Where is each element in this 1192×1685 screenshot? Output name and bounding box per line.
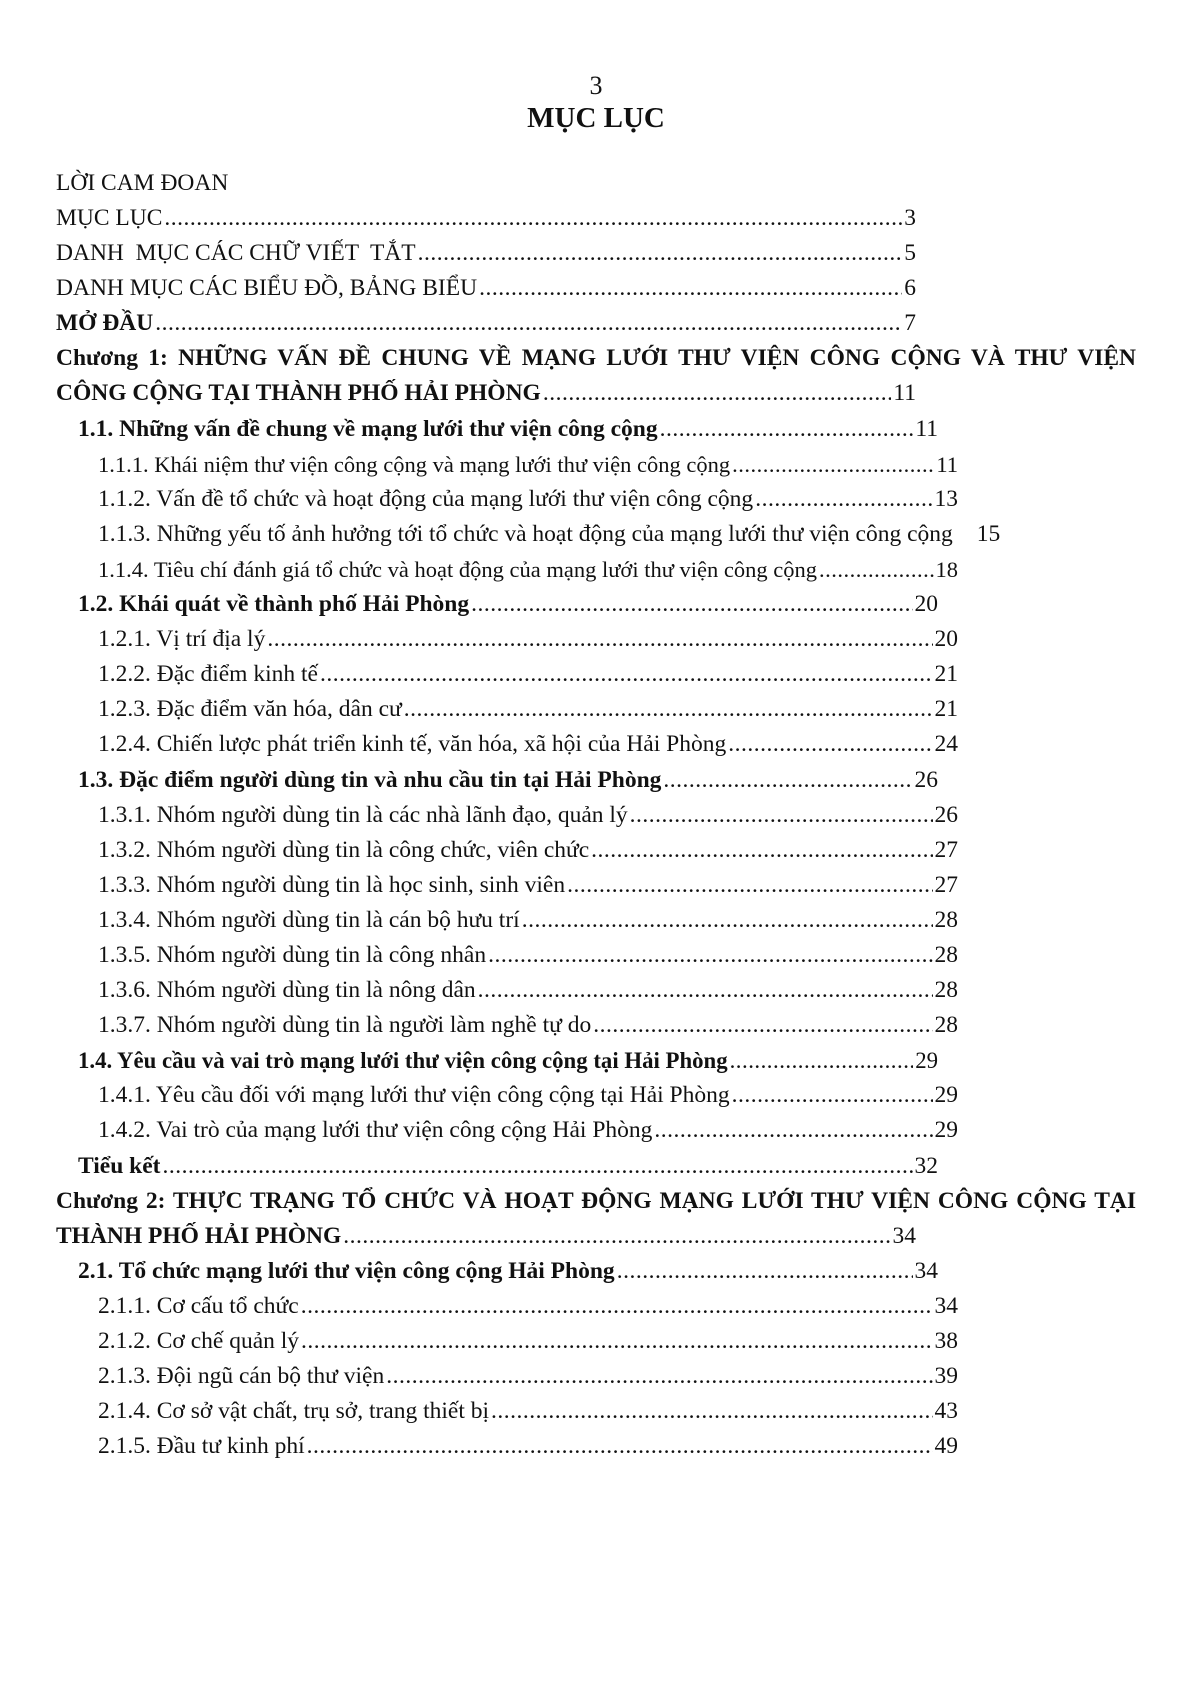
toc-entry-page: 32 (914, 1152, 938, 1179)
toc-entry-label: 1.3.2. Nhóm người dùng tin là công chức, viên chức (98, 836, 590, 863)
toc-entry[interactable] (56, 1359, 958, 1394)
dot-leader (567, 868, 932, 903)
dot-leader (418, 236, 903, 271)
toc-entry-page: 21 (934, 696, 958, 723)
toc-entry[interactable] (56, 201, 916, 236)
toc-entry[interactable] (56, 412, 938, 447)
dot-leader (491, 1394, 932, 1429)
toc-entry-label: 1.3.5. Nhóm người dùng tin là công nhân (98, 941, 487, 968)
dot-leader (478, 973, 933, 1008)
toc-entry-label: 1.3.4. Nhóm người dùng tin là cán bộ hưu trí (98, 906, 520, 933)
dot-leader (593, 1008, 932, 1043)
toc-entry[interactable] (56, 1254, 938, 1289)
toc-entry[interactable] (56, 657, 958, 692)
toc-entry-label: 1.1.1. Khái niệm thư viện công cộng và mạng lưới thư viện công cộng (98, 451, 731, 477)
dot-leader (755, 482, 932, 517)
toc-entry-page: 24 (934, 731, 958, 758)
toc-entry-page: 49 (934, 1433, 958, 1460)
toc-entry-label: 1.1. Những vấn đề chung về mạng lưới thư viện công cộng (78, 415, 658, 442)
toc-entry[interactable] (56, 1324, 958, 1359)
dot-leader (730, 1043, 914, 1078)
toc-chapter-line1[interactable] (56, 1184, 1136, 1219)
dot-leader (267, 622, 932, 657)
toc-entry-label: Chương 2: THỰC TRẠNG TỔ CHỨC VÀ HOẠT ĐỘNG MẠNG LƯỚI THƯ VIỆN CÔNG CỘNG TẠI (56, 1187, 1136, 1214)
toc-entry[interactable] (56, 1394, 958, 1429)
toc-entry-label: LỜI CAM ĐOAN (56, 170, 229, 196)
toc-entry-label: 1.2.4. Chiến lược phát triển kinh tế, văn hóa, xã hội của Hải Phòng (98, 731, 727, 758)
toc-entry-page: 15 (976, 520, 1001, 547)
toc-entry-label: DANH MỤC CÁC BIỂU ĐỒ, BẢNG BIỂU (56, 275, 478, 302)
toc-entry-label: 2.1.3. Đội ngũ cán bộ thư viện (98, 1363, 385, 1389)
dot-leader (164, 201, 902, 236)
toc-entry-page: 28 (934, 906, 958, 933)
dot-leader (654, 1113, 932, 1148)
dot-leader (819, 552, 934, 587)
dot-leader (591, 833, 932, 868)
dot-leader (732, 447, 934, 482)
toc-entry[interactable] (56, 1008, 958, 1043)
toc-entry[interactable] (56, 306, 916, 341)
dot-leader (617, 1254, 913, 1289)
dot-leader (728, 727, 932, 762)
toc-entry[interactable] (56, 271, 916, 306)
toc-entry[interactable] (56, 1113, 958, 1148)
dot-leader (343, 1219, 890, 1254)
dot-leader (732, 1078, 933, 1113)
dot-leader (301, 1289, 933, 1324)
toc-entry-page: 3 (904, 205, 916, 232)
toc-entry-page: 38 (934, 1327, 958, 1354)
table-of-contents (56, 166, 1136, 1464)
toc-entry[interactable] (56, 447, 958, 482)
toc-entry[interactable] (56, 903, 958, 938)
toc-entry-page: 5 (904, 240, 916, 267)
dot-leader (630, 798, 933, 833)
dot-leader (488, 938, 932, 973)
toc-entry-label: 1.2.3. Đặc điểm văn hóa, dân cư (98, 696, 402, 723)
toc-entry[interactable] (56, 938, 958, 973)
toc-entry[interactable] (56, 1149, 938, 1184)
toc-entry-page: 6 (904, 275, 916, 302)
toc-entry[interactable] (56, 1043, 938, 1078)
dot-leader (543, 376, 892, 411)
dot-leader (479, 271, 902, 306)
toc-entry-page: 11 (893, 380, 916, 407)
toc-entry[interactable] (56, 482, 958, 517)
toc-entry-label: 1.1.4. Tiêu chí đánh giá tổ chức và hoạt động của mạng lưới thư viện công cộng (98, 556, 817, 582)
dot-leader (162, 1149, 912, 1184)
toc-entry[interactable] (56, 692, 958, 727)
toc-entry[interactable] (56, 552, 958, 587)
dot-leader (155, 306, 902, 341)
toc-entry-page: 34 (934, 1292, 958, 1319)
toc-entry-label: 1.3.3. Nhóm người dùng tin là học sinh, sinh viên (98, 871, 566, 898)
toc-entry-page: 29 (934, 1117, 958, 1144)
toc-entry[interactable] (56, 236, 916, 271)
toc-entry[interactable] (56, 622, 958, 657)
toc-entry-page: 34 (914, 1257, 938, 1284)
toc-entry-label: MỞ ĐẦU (56, 310, 154, 337)
toc-chapter-line1[interactable] (56, 341, 1136, 376)
toc-entry-page: 27 (934, 836, 958, 863)
toc-entry-label: 1.2.1. Vị trí địa lý (98, 626, 266, 653)
toc-entry-page: 29 (934, 1082, 958, 1109)
toc-entry-label: 1.3. Đặc điểm người dùng tin và nhu cầu tin tại Hải Phòng (78, 766, 662, 793)
page-number: 3 (589, 71, 603, 100)
toc-entry-label: 2.1.4. Cơ sở vật chất, trụ sở, trang thiết bị (98, 1398, 490, 1425)
toc-entry-label: 1.3.6. Nhóm người dùng tin là nông dân (98, 977, 476, 1004)
toc-entry-label: 1.4. Yêu cầu và vai trò mạng lưới thư viện công cộng tại Hải Phòng (78, 1048, 728, 1074)
toc-entry-label: 1.3.7. Nhóm người dùng tin là người làm nghề tự do (98, 1012, 592, 1039)
toc-chapter-line2[interactable] (56, 1219, 916, 1254)
toc-entry[interactable] (56, 727, 958, 762)
toc-entry-label: 2.1.5. Đầu tư kinh phí (98, 1433, 305, 1460)
dot-leader (471, 587, 912, 622)
dot-leader (320, 657, 933, 692)
toc-entry-page: 20 (914, 591, 938, 618)
toc-entry[interactable] (56, 798, 958, 833)
toc-entry-page: 11 (915, 415, 938, 442)
dot-leader (307, 1429, 933, 1464)
toc-entry-label: 1.1.2. Vấn đề tổ chức và hoạt động của mạng lưới thư viện công cộng (98, 485, 754, 512)
toc-entry-page: 29 (915, 1048, 938, 1074)
toc-chapter-line2[interactable] (56, 376, 916, 411)
toc-entry-page: 28 (934, 941, 958, 968)
toc-entry-page: 28 (934, 977, 958, 1004)
toc-entry-page: 20 (934, 626, 958, 653)
toc-entry-label: 1.4.1. Yêu cầu đối với mạng lưới thư viện công cộng tại Hải Phòng (98, 1082, 730, 1109)
toc-entry[interactable] (56, 166, 1136, 201)
toc-entry-page: 18 (935, 556, 958, 582)
toc-entry-label: DANH MỤC CÁC CHỮ VIẾT TẮT (56, 240, 416, 267)
toc-entry[interactable] (56, 1429, 958, 1464)
dot-leader (660, 412, 914, 447)
toc-entry-label: 2.1.2. Cơ chế quản lý (98, 1327, 300, 1354)
dot-leader (301, 1324, 932, 1359)
toc-entry-label: 1.2. Khái quát về thành phố Hải Phòng (78, 591, 470, 618)
toc-entry-label: CÔNG CỘNG TẠI THÀNH PHỐ HẢI PHÒNG (56, 380, 541, 407)
toc-entry[interactable] (56, 833, 958, 868)
toc-entry-label: 1.1.3. Những yếu tố ảnh hưởng tới tổ chức và hoạt động của mạng lưới thư viện công cộng (98, 520, 953, 547)
dot-leader (522, 903, 933, 938)
toc-entry-label: 1.4.2. Vai trò của mạng lưới thư viện công cộng Hải Phòng (98, 1117, 653, 1144)
toc-entry[interactable] (56, 587, 938, 622)
toc-entry-page: 27 (934, 871, 958, 898)
toc-entry-page: 26 (934, 801, 958, 828)
toc-entry-page: 43 (934, 1398, 958, 1425)
toc-entry[interactable] (56, 763, 938, 798)
toc-entry[interactable] (56, 1078, 958, 1113)
toc-entry-page: 11 (936, 451, 958, 477)
toc-title: MỤC LỤC (527, 102, 665, 134)
toc-entry-page: 21 (934, 661, 958, 688)
toc-entry[interactable] (56, 1289, 958, 1324)
dot-leader (663, 763, 912, 798)
toc-entry-label: MỤC LỤC (56, 205, 163, 232)
toc-entry-label: THÀNH PHỐ HẢI PHÒNG (56, 1222, 342, 1249)
toc-entry-label: 1.2.2. Đặc điểm kinh tế (98, 661, 318, 688)
toc-entry-page: 26 (914, 766, 938, 793)
toc-entry-label: Chương 1: NHỮNG VẤN ĐỀ CHUNG VỀ MẠNG LƯỚI THƯ VIỆN CÔNG CỘNG VÀ THƯ VIỆN (56, 345, 1136, 372)
toc-entry-page: 7 (904, 310, 916, 337)
toc-entry-page: 39 (934, 1363, 958, 1389)
toc-entry-page: 34 (892, 1222, 916, 1249)
toc-entry-label: 2.1.1. Cơ cấu tổ chức (98, 1292, 299, 1319)
toc-entry-page: 28 (934, 1012, 958, 1039)
dot-leader (386, 1359, 932, 1394)
toc-entry[interactable] (56, 973, 958, 1008)
toc-entry-page: 13 (934, 485, 958, 512)
toc-entry-label: 2.1. Tổ chức mạng lưới thư viện công cộng Hải Phòng (78, 1257, 615, 1284)
toc-entry-label: 1.3.1. Nhóm người dùng tin là các nhà lãnh đạo, quản lý (98, 801, 628, 828)
toc-entry[interactable] (56, 868, 958, 903)
toc-entry[interactable] (56, 517, 1136, 552)
toc-entry-label: Tiểu kết (78, 1152, 161, 1179)
dot-leader (404, 692, 933, 727)
